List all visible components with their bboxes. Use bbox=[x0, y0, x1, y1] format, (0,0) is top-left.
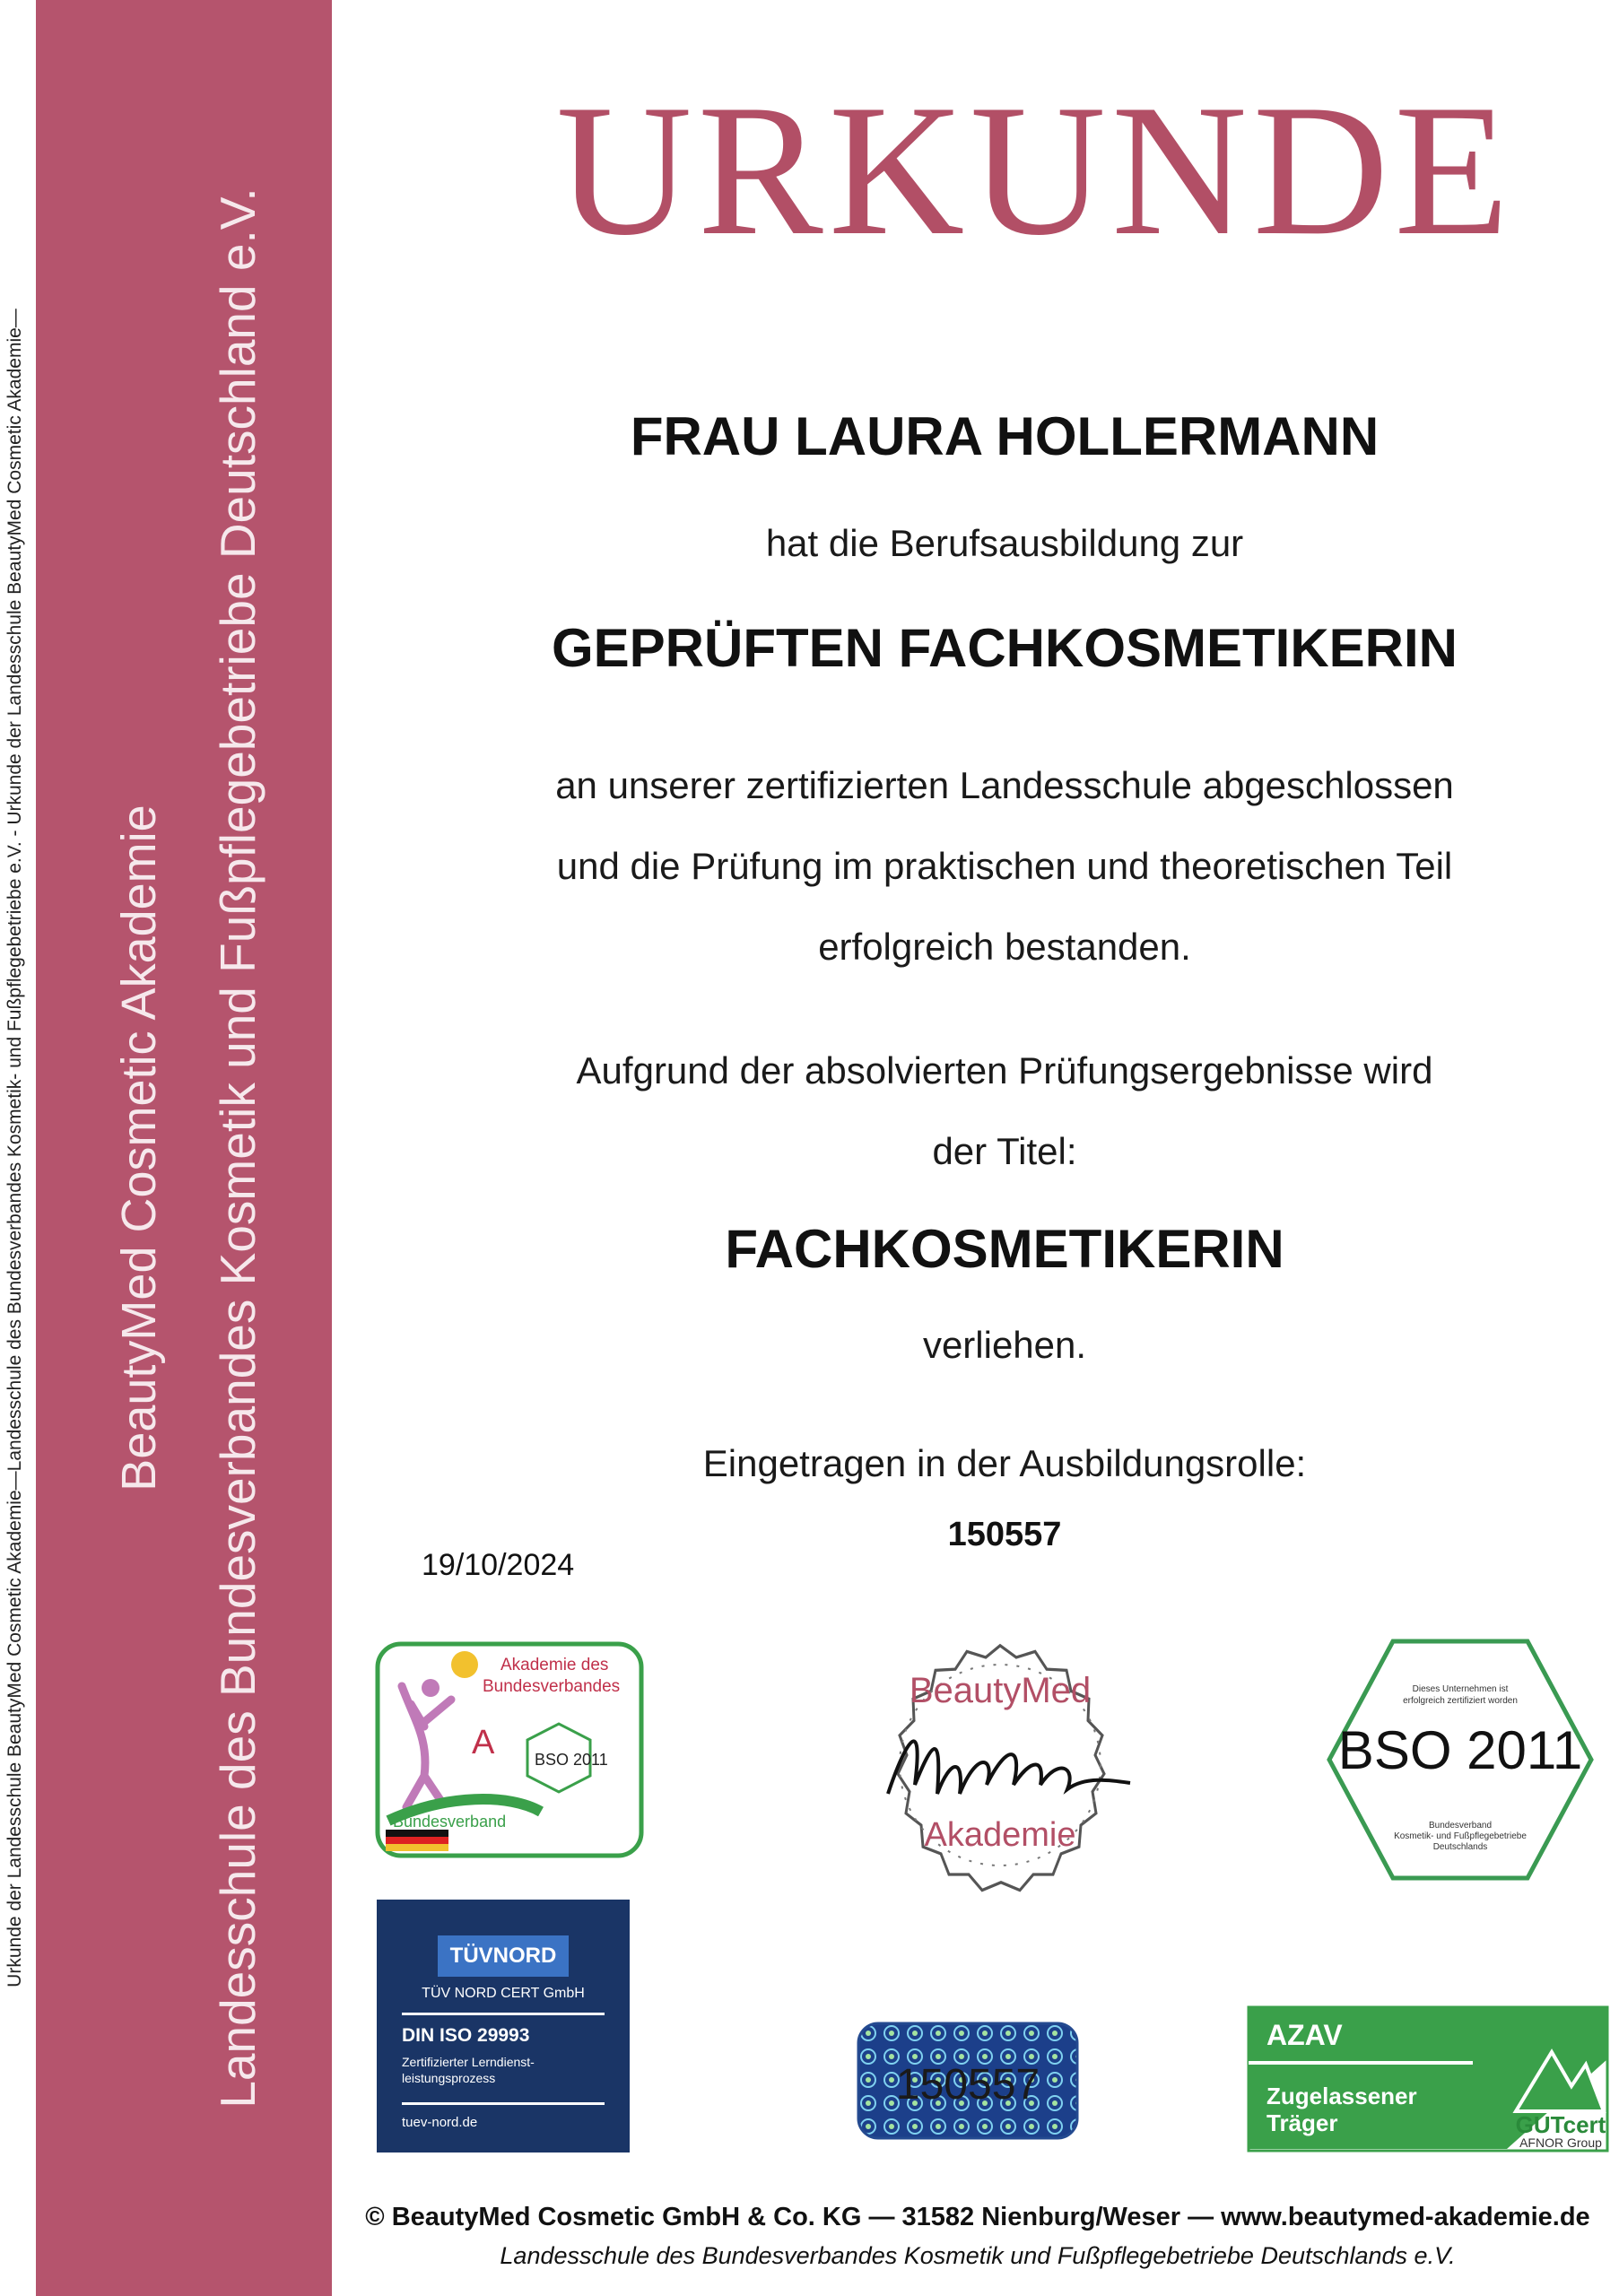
completion-text-line: erfolgreich bestanden. bbox=[818, 926, 1191, 968]
tuev-iso: DIN ISO 29993 bbox=[402, 2025, 530, 2046]
seal-bottom-text: Akademie bbox=[924, 1816, 1076, 1854]
bso-main: BSO 2011 bbox=[1337, 1720, 1583, 1780]
bso-small-top: Dieses Unternehmen ist bbox=[1412, 1684, 1509, 1694]
footer-school: Landesschule des Bundesverbandes Kosmetik und Fußpflegebetriebe Deutschlands e.V. bbox=[500, 2242, 1456, 2269]
bso-small: Bundesverband bbox=[1428, 1821, 1493, 1831]
bso-certificate-badge bbox=[1326, 1638, 1595, 1882]
edge-border-text: Urkunde der Landesschule BeautyMed Cosmetic Akademie—Landesschule des Bundesverbandes Kosmetik- und Fußpflegebetriebe e.V. - Urkunde der Landesschule BeautyMed Cosmetic Akademie— bbox=[4, 309, 25, 1987]
awarded-suffix: verliehen. bbox=[922, 1324, 1087, 1366]
akademie-logo bbox=[375, 1641, 644, 1858]
bso-small-top: erfolgreich zertifiziert worden bbox=[1403, 1696, 1518, 1706]
band-academy-name: BeautyMed Cosmetic Akademie bbox=[112, 804, 166, 1492]
recipient-name: FRAU LAURA HOLLERMANN bbox=[630, 406, 1380, 466]
band-association-name: Landesschule des Bundesverbandes Kosmetik und Fußpflegebetriebe Deutschland e.V. bbox=[210, 187, 265, 2109]
beautymed-seal bbox=[852, 1605, 1148, 1901]
azav-badge bbox=[1247, 2005, 1609, 2152]
akademie-letter: A bbox=[472, 1724, 495, 1761]
bso-small: Deutschlands bbox=[1432, 1842, 1488, 1852]
certificate-title: URKUNDE bbox=[556, 66, 1515, 274]
side-band bbox=[36, 0, 332, 2296]
registry-number: 150557 bbox=[947, 1516, 1062, 1553]
hologram-sticker bbox=[857, 2022, 1079, 2140]
akademie-line1: Akademie des bbox=[500, 1656, 609, 1674]
azav-line1: Zugelassener bbox=[1266, 2083, 1417, 2109]
bso-small: Kosmetik- und Fußpflegebetriebe bbox=[1394, 1831, 1527, 1841]
tuev-nord-badge bbox=[377, 1900, 630, 2152]
intro-text: hat die Berufsausbildung zur bbox=[765, 522, 1244, 564]
qualification-title: GEPRÜFTEN FACHKOSMETIKERIN bbox=[551, 618, 1458, 678]
tuev-brand: TÜVNORD bbox=[438, 1935, 569, 1977]
akademie-badge: BSO 2011 bbox=[535, 1751, 608, 1769]
divider bbox=[402, 2102, 605, 2105]
completion-text-line: und die Prüfung im praktischen und theoretischen Teil bbox=[556, 845, 1453, 887]
result-text-line: der Titel: bbox=[932, 1130, 1077, 1172]
akademie-line2: Bundesverbandes bbox=[483, 1677, 621, 1696]
tuev-url: tuev-nord.de bbox=[402, 2115, 478, 2130]
seal-top-text: BeautyMed bbox=[909, 1671, 1092, 1710]
azav-title: AZAV bbox=[1266, 2019, 1343, 2051]
footer-company: © BeautyMed Cosmetic GmbH & Co. KG — 31582 Nienburg/Weser — www.beautymed-akademie.de bbox=[365, 2203, 1590, 2231]
tuev-description: Zertifizierter Lerndienst-leistungsprozess bbox=[402, 2055, 535, 2085]
issue-date: 19/10/2024 bbox=[422, 1548, 575, 1582]
awarded-title: FACHKOSMETIKERIN bbox=[725, 1219, 1284, 1279]
divider bbox=[402, 2013, 605, 2015]
registry-label: Eingetragen in der Ausbildungsrolle: bbox=[702, 1442, 1307, 1484]
azav-line2: Träger bbox=[1266, 2109, 1338, 2136]
azav-group: AFNOR Group bbox=[1519, 2135, 1602, 2150]
hologram-number: 150557 bbox=[895, 2061, 1040, 2109]
sun-icon bbox=[451, 1651, 478, 1678]
azav-brand: GUTcert bbox=[1515, 2111, 1606, 2138]
tuev-cert-name: TÜV NORD CERT GmbH bbox=[422, 1986, 585, 2001]
akademie-band-text: Bundesverband bbox=[393, 1813, 507, 1831]
completion-text-line: an unserer zertifizierten Landesschule abgeschlossen bbox=[555, 764, 1454, 806]
result-text-line: Aufgrund der absolvierten Prüfungsergebnisse wird bbox=[576, 1049, 1433, 1091]
